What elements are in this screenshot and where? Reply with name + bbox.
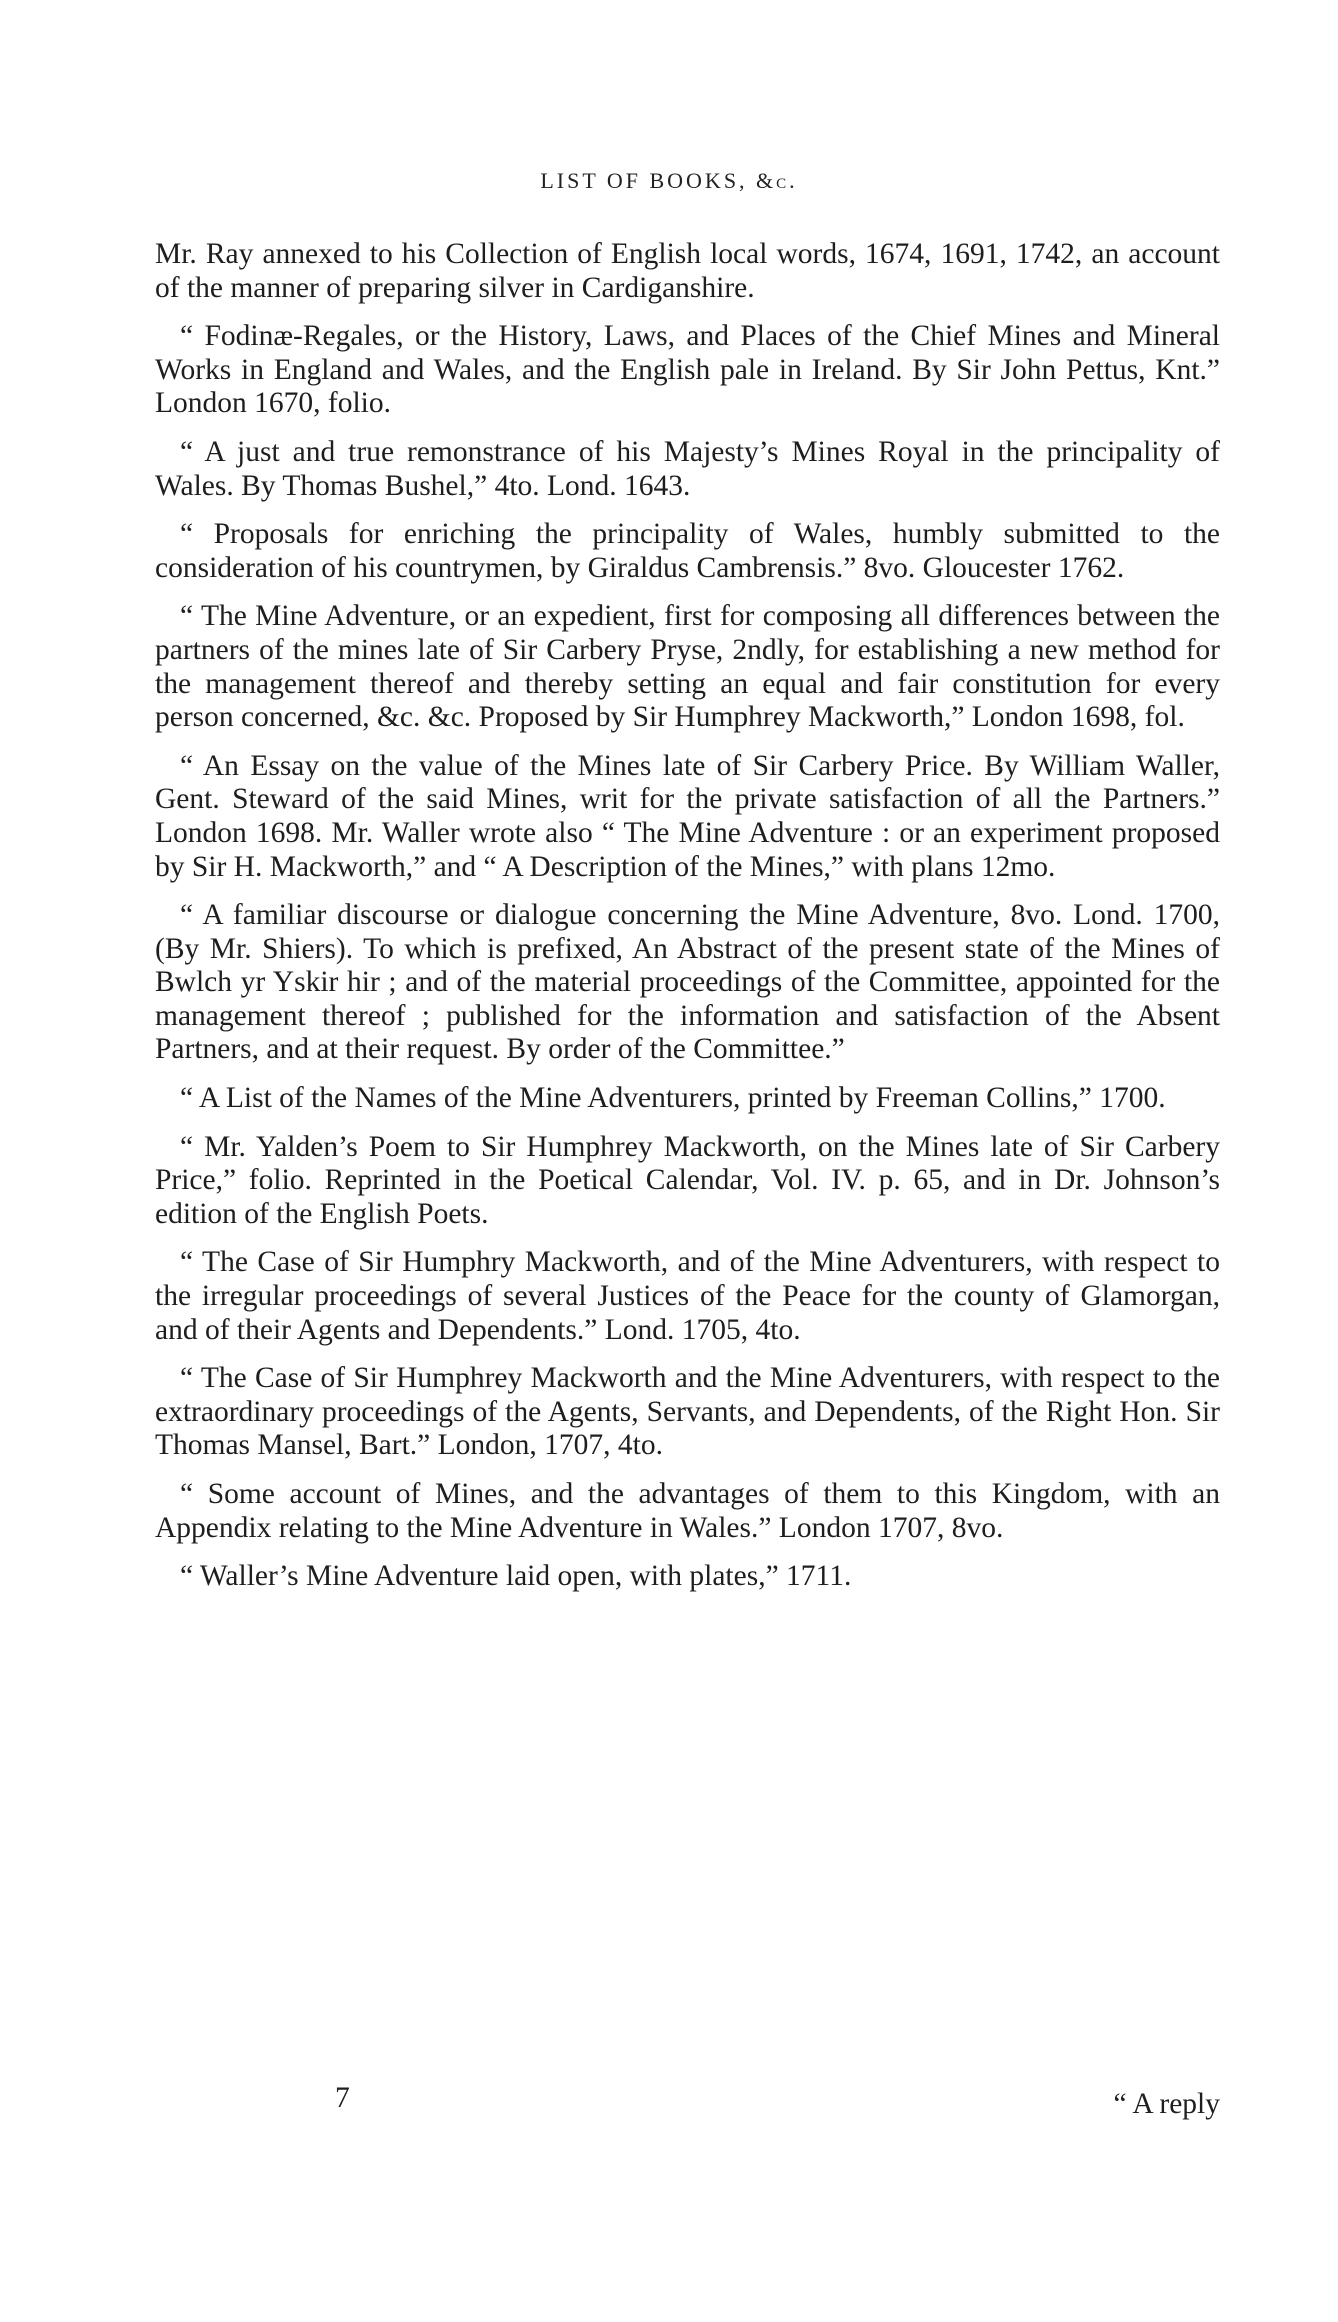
running-head: LIST OF BOOKS, &c.: [540, 168, 798, 193]
bibliography-entry: “ Proposals for enriching the principality of Wales, humbly submitted to the consideration of his countrymen, by Giraldus Cambrensis.” 8vo. Gloucester 1762.: [155, 518, 1220, 584]
bibliography-entry: “ A just and true remonstrance of his Majesty’s Mines Royal in the principality of Wales. By Thomas Bushel,” 4to. Lond. 1643.: [155, 435, 1220, 502]
bibliography-entry: “ Some account of Mines, and the advantages of them to this Kingdom, with an Appendix relating to the Mine Adventure in Wales.” London 1707, 8vo.: [155, 1478, 1220, 1544]
bibliography-entry: “ An Essay on the value of the Mines late of Sir Carbery Price. By William Waller, Gent. Steward of the said Mines, writ for the private satisfaction of all the Partners.” London 1698. Mr. Waller wrote also “ The Mine Adventure : or an experiment proposed by Sir H. Mackworth,” and “ A Description of the Mines,” with plans 12mo.: [155, 749, 1220, 883]
bibliography-entry: “ A familiar discourse or dialogue concerning the Mine Adventure, 8vo. Lond. 1700, (By Mr. Shiers). To which is prefixed, An Abstract of the present state of the Mines of Bwlch yr Yskir hir ; and of the material proceedings of the Committee, appointed for the management thereof ; published for the information and satisfaction of the Absent Partners, and at their request. By order of the Committee.”: [155, 899, 1220, 1066]
bibliography-entry: Mr. Ray annexed to his Collection of English local words, 1674, 1691, 1742, an account of the manner of preparing silver in Cardiganshire.: [155, 238, 1220, 304]
bibliography-entry: “ The Case of Sir Humphry Mackworth, and of the Mine Adventurers, with respect to the irregular proceedings of several Justices of the Peace for the county of Glamorgan, and of their Agents and Dependents.” Lond. 1705, 4to.: [155, 1246, 1220, 1346]
bibliography-entry: “ Fodinæ-Regales, or the History, Laws, and Places of the Chief Mines and Mineral Works in England and Wales, and the English pale in Ireland. By Sir John Pettus, Knt.” London 1670, folio.: [155, 320, 1220, 420]
bibliography-list: [155, 238, 1220, 1609]
bibliography-entry: “ A List of the Names of the Mine Adventurers, printed by Freeman Collins,” 1700.: [180, 1082, 1166, 1115]
catchword: “ A reply: [1113, 2088, 1220, 2120]
bibliography-entry: “ The Case of Sir Humphrey Mackworth and the Mine Adventurers, with respect to the extraordinary proceedings of the Agents, Servants, and Dependents, of the Right Hon. Sir Thomas Mansel, Bart.” London, 1707, 4to.: [155, 1362, 1220, 1462]
bibliography-entry: “ The Mine Adventure, or an expedient, first for composing all differences between the partners of the mines late of Sir Carbery Pryse, 2ndly, for establishing a new method for the management thereof and thereby setting an equal and fair constitution for every person concerned, &c. &c. Proposed by Sir Humphrey Mackworth,” London 1698, fol.: [155, 600, 1220, 734]
page-footer: [155, 2082, 1220, 2120]
signature-mark: 7: [335, 2082, 350, 2114]
bibliography-entry: “ Waller’s Mine Adventure laid open, with plates,” 1711.: [180, 1560, 852, 1593]
bibliography-entry: “ Mr. Yalden’s Poem to Sir Humphrey Mackworth, on the Mines late of Sir Carbery Price,” folio. Reprinted in the Poetical Calendar, Vol. IV. p. 65, and in Dr. Johnson’s edition of the English Poets.: [155, 1130, 1220, 1230]
